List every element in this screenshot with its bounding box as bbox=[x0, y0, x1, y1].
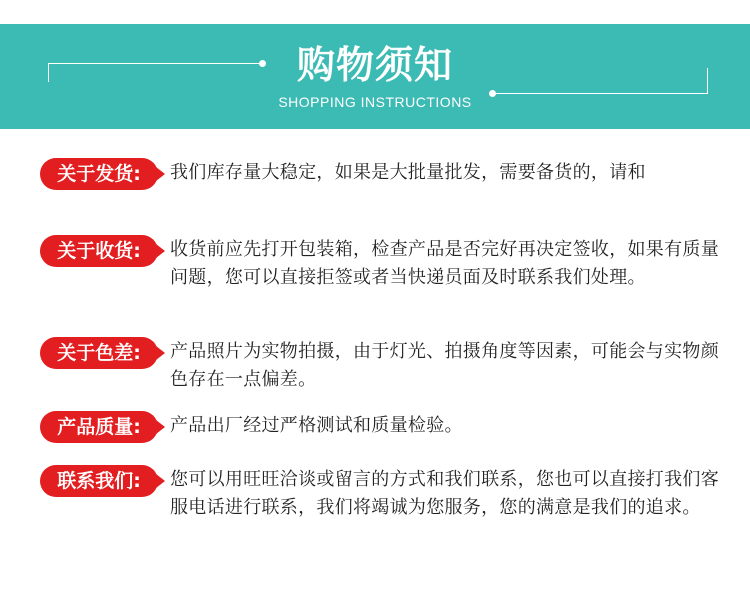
label-arrow-icon bbox=[156, 244, 165, 258]
section-text-receiving: 收货前应先打开包装箱，检查产品是否完好再决定签收，如果有质量问题，您可以直接拒签或者当快递员面及时联系我们处理。 bbox=[170, 239, 719, 288]
header-banner bbox=[0, 24, 750, 129]
page-title: 购物须知 bbox=[296, 43, 453, 87]
label-arrow-icon bbox=[156, 346, 165, 360]
section-label-color-difference: 关于色差: bbox=[40, 337, 158, 369]
label-arrow-icon bbox=[156, 474, 165, 488]
label-arrow-icon bbox=[156, 420, 165, 434]
section-label-product-quality: 产品质量: bbox=[40, 411, 158, 443]
section-label-shipping: 关于发货: bbox=[40, 158, 158, 190]
section-label-receiving: 关于收货: bbox=[40, 235, 158, 267]
page-subtitle: SHOPPING INSTRUCTIONS bbox=[278, 94, 472, 110]
section-label-contact-us: 联系我们: bbox=[40, 465, 158, 497]
section-text-product-quality: 产品出厂经过严格测试和质量检验。 bbox=[170, 415, 463, 436]
label-arrow-icon bbox=[156, 167, 165, 181]
section-text-contact-us: 您可以用旺旺洽谈或留言的方式和我们联系，您也可以直接打我们客服电话进行联系，我们将竭诚为您服务，您的满意是我们的追求。 bbox=[170, 469, 719, 518]
section-text-color-difference: 产品照片为实物拍摄，由于灯光、拍摄角度等因素，可能会与实物颜色存在一点偏差。 bbox=[170, 341, 719, 390]
section-text-shipping: 我们库存量大稳定，如果是大批量批发，需要备货的，请和 bbox=[170, 162, 646, 183]
